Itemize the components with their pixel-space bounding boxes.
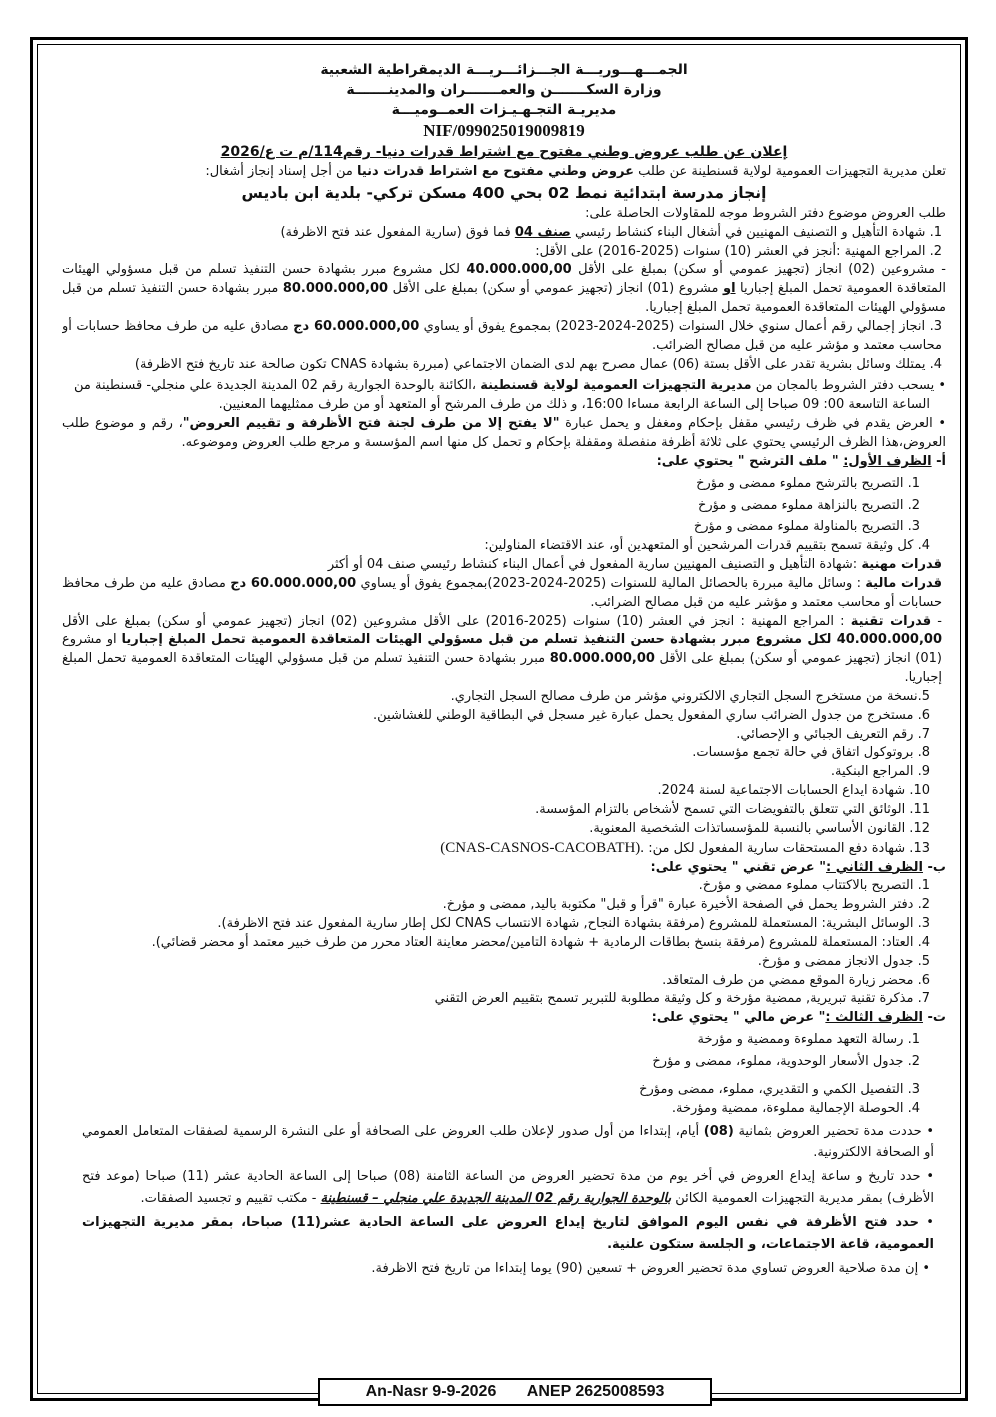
emphasis-text: (08) [703,1123,734,1139]
emphasis-text: 60.000.000,00 دج [293,318,420,334]
anep-reference: ANEP 2625008593 [526,1383,665,1400]
envelope2-item: 3. الوسائل البشرية: المستعملة للمشروع (مرفقة بشهادة النجاح, شهادة الانتساب CNAS لكل إطار سارية المفعول عند فتح الاظرفة). [217,916,930,932]
requirement-item [62,224,946,243]
envelope2-item: 1. التصريح بالاكتتاب مملوء ممضي و مؤرخ. [698,878,930,894]
envelope2-item: 7. مذكرة تقنية تبريرية, ممضية مؤرخة و كل وثيقة مطلوبة للتبرير تسمح بتقييم العرض التقني [434,991,930,1007]
republic-name: الجمـــهـــوريـــة الجـــزائـــريـــة الديمقراطية الشعبية [320,62,688,78]
envelope2-item: 6. محضر زيارة الموقع ممضي من طرف المتعاقد. [662,972,930,988]
envelope1-item: 7. رقم التعريف الجبائي و الإحصائي. [736,726,930,742]
directorate-name: مديريـة التجـهـيـزات العمــوميـــة [391,102,617,118]
envelope2-item: 2. دفتر الشروط يحمل في الصفحة الأخيرة عبارة "قرأ و قبل" مكتوبة باليد, ممضى و مؤرخ. [442,897,930,913]
text-run: : وسائل مالية مبررة بالحصائل المالية للسنوات (2025-2024-2023)بمجموع يفوق أو يساوي [356,575,866,591]
withdrawal-paragraph [62,377,946,396]
envelope3-item: 1. رسالة التعهد مملوءة وممضية و مؤرخة [697,1032,920,1048]
text-run: لكل مشروع مبرر بشهادة حسن التنفيذ تسلم من قبل مسؤولي الهيئات المتعاقدة العمومية تحمل المبلغ إجباريا [62,262,946,297]
emphasis-text: قدرات مهنية [861,557,942,573]
envelope1-item: 11. الوثائق التي تتعلق بالتفويضات التي تسمح لأشخاص بالتزام المؤسسة. [535,802,930,817]
envelope1-item: 4. كل وثيقة تسمح بتقييم قدرات المرشحين أو المتعهدين أو، عند الاقتضاء المناولين: [484,538,930,554]
text-run: فما فوق (سارية المفعول عند فتح الاظرفة) [280,224,515,240]
requirement-subitem [62,261,946,318]
emphasis-text: "لا يفتح إلا من طرف لجنة فتح الأظرفة و تقييم العروض" [182,416,560,432]
text-run: مشروع (01) انجاز (تجهيز عمومي أو سكن) بمبلغ على الأقل [388,281,723,297]
emphasis-text: بالوحدة الجوارية رقم 02 المدينة الجديدة علي منجلي – قسنطينة [320,1191,672,1207]
envelope1-item: 10. شهادة ايداع الحسابات الاجتماعية لسنة 2024. [657,783,930,799]
text-run: - مكتب تقييم و تجسيد الصفقات. [140,1191,321,1207]
text-run: • يسحب دفتر الشروط بالمجان من [751,378,946,394]
announcement-title: إعلان عن طلب عروض وطني مفتوح مع اشتراط قدرات دنيا- رقم114/م ت ع/2026 [220,144,788,160]
envelope1-item [62,839,946,859]
envelope1-item: 1. التصريح بالترشح مملوء ممضى و مؤرخ [696,475,920,491]
emphasis-text: 40.000.000,00 [466,262,572,278]
text-run: مبرر بشهادة حسن التنفيذ تسلم من قبل مسؤولي الهيئات المتعاقدة العمومية تحمل المبلغ إجباريا. [62,651,942,686]
envelope-note [62,415,946,453]
text-run: ،الكائنة بالوحدة الجوارية رقم 02 المدينة الجديدة علي منجلي- قسنطينة من [74,378,481,394]
withdrawal-hours: الساعة التاسعة 00: 09 صباحا إلى الساعة الرابعة مساءا 16:00، و ذلك من طرف المرشح أو المتعهد أو من طرف ممثليهما المعنيين. [218,397,930,413]
emphasis-text: 60.000.000,00 دج [230,575,357,591]
announcement-body [62,60,946,1372]
text-run: او مشروع (01) انجاز (تجهيز عمومي أو سكن) بمبلغ على الأقل [62,632,942,667]
project-title: إنجاز مدرسة ابتدائية نمط 02 بحي 400 مسكن تركي- بلدية ابن باديس [241,183,767,202]
envelope2-item: 4. العتاد: المستعملة للمشروع (مرفقة بنسخ بطاقات الرمادية + شهادة التامين/محضر معاينة العتاد محرر من طرف خبير معتمد أو محضر قضائي). [151,934,930,950]
envelope1-item: 6. مستخرج من جدول الضرائب ساري المفعول يحمل عبارة غير مسجل في البطاقية الوطني للغشاشين. [373,707,930,723]
requirement-item [62,356,946,375]
emphasis-text: قدرات مالية [865,575,942,591]
envelope2-heading [62,859,946,878]
intro-paragraph [62,163,946,182]
emphasis-text: صنف 04 [514,224,571,240]
emphasis-text: " عرض تقني " يحتوي على: [650,859,826,875]
text-run: 13. شهادة دفع المستحقات سارية المفعول لكل من: [644,840,930,856]
text-run: • [918,1214,934,1230]
emphasis-text: الظرف الثالث : [825,1010,923,1026]
ministry-name: وزارة السكـــــــن والعمـــــــران والمدينـــــــة [346,82,662,98]
emphasis-text: مديرية التجهيزات العمومية لولاية قسنطينة [480,378,752,394]
emphasis-text: الظرف الثاني : [826,859,923,875]
envelope1-item: 2. التصريح بالنزاهة مملوء ممضى و مؤرخ [697,497,920,513]
capacity-professional [62,556,946,575]
text-run: ، رقم و موضوع طلب العروض،هذا الظرف الرئيسي يحتوي على ثلاثة أظرفة منفصلة ومقفلة بإحكام و تحمل كل منها اسم المؤسسة و مرجع طلب العروض وموضوعه. [62,416,946,450]
note-preparation-period [82,1121,934,1165]
emphasis-text: " ملف الترشح " يحتوي على: [656,453,844,469]
emphasis-text: قدرات تقنية [850,613,932,629]
envelope3-item: 3. التفصيل الكمي و التقديري، مملوء، ممضى ومؤرخ [639,1081,920,1097]
text-run: • إن مدة صلاحية العروض تساوي مدة تحضير العروض + تسعين (90) يوما إبتداءا من تاريخ فتح الاظرفة. [371,1260,930,1276]
requirement-item [62,318,946,356]
text-run: تعلن مديرية التجهيزات العمومية لولاية قسنطينة عن طلب [633,164,946,179]
envelope3-heading [62,1009,946,1028]
text-run: - [931,613,943,629]
envelope1-item: 3. التصريح بالمناولة مملوء ممضى و مؤرخ [693,519,920,535]
envelope1-heading [62,453,946,472]
text-run: 2. المراجع المهنية :أنجز في العشر (10) سنوات (2025-2016) على الأقل: [535,243,942,259]
closing-notes [62,1121,946,1280]
emphasis-text: عروض وطني مفتوح مع اشتراط قدرات دنيا [356,164,634,179]
nif-number: NIF/099025019009819 [423,121,585,140]
text-run: 4. يمتلك وسائل بشرية تقدر على الأقل بستة (06) عمال مصرح بهم لدى الضمان الاجتماعي (مبررة بشهادة CNAS تكون صالحة عند تاريخ فتح الاظرفة) [134,356,942,372]
emphasis-text: 40.000.000,00 لكل مشروع مبرر بشهادة حسن التنفيذ تسلم من قبل مسؤولي الهيئات المتعاقدة العمومية تحمل المبلغ إجباريا [121,632,942,648]
text-run: • العرض يقدم في ظرف رئيسي مقفل بإحكام ومغفل و يحمل عبارة [559,416,946,432]
target-sentence: طلب العروض موضوع دفتر الشروط موجه للمقاولات الحاصلة على: [585,205,946,221]
emphasis-text: او [722,281,736,297]
text-run: • حددت مدة تحضير العروض بثمانية [733,1123,934,1139]
text-run: 3. انجاز إجمالي رقم أعمال سنوي خلال السنوات (2025-2024-2023) بمجموع يفوق أو يساوي [419,318,942,334]
emphasis-text: 80.000.000,00 [549,651,655,667]
emphasis-text: حدد فتح الأظرفة في نفس اليوم الموافق لتاريخ إيداع العروض على الساعة الحادية عشر(11) صباحا، بمقر مديرية التجهيزات العمومية، قاعة الاجتماعات، و الجلسة ستكون علنية. [82,1214,934,1252]
text-run: : المراجع المهنية : انجز في العشر (10) سنوات (2025-2016) على الأقل مشروعين (02) انجاز (تجهيز عمومي أو سكن) بمبلغ على الأقل [62,613,851,629]
envelope3-item: 2. جدول الأسعار الوحدوية، مملوء، ممضى و مؤرخ [652,1053,920,1069]
note-deposit-time [82,1166,934,1210]
envelope1-item: 9. المراجع البنكية. [830,764,930,780]
newspaper-reference: An-Nasr 9-9-2026 [365,1383,497,1400]
publication-footer [318,1378,712,1406]
text-run: مصادق عليه من طرف محافظ حسابات أو محاسب معتمد و مؤشر عليه من قبل مصالح الضرائب. [62,575,942,610]
text-run: مصادق عليه من طرف محافظ حسابات أو محاسب معتمد و مؤشر عليه من قبل مصالح الضرائب. [62,318,942,353]
emphasis-text: الظرف الأول: [843,453,932,469]
text-run: 1. شهادة التأهيل و التصنيف المهنيين في أشغال البناء كنشاط رئيسي [570,224,942,240]
capacity-financial [62,575,946,613]
text-run: أيام، إبتداءا من أول صدور لإعلان طلب العروض على الصحافة أو على النشرة الرسمية لصفقات المتعامل العمومي أو الصحافة الالكترونية. [82,1123,934,1161]
text-run: - مشروعين (02) انجاز (تجهيز عمومي أو سكن) بمبلغ على الأقل [571,262,946,278]
text-run: • حدد تاريخ و ساعة إيداع العروض في أخر يوم من مدة تحضير العروض من الساعة الثامنة (08) صباحا إلى الساعة الحادية عشر (11) صباحا (موعد فتح الأظرف) بمقر مديرية التجهيزات العمومية الكائن [82,1169,934,1207]
note-opening [82,1212,934,1256]
latin-text: (CNAS-CASNOS-CACOBATH). [440,839,645,856]
text-run: ب- [923,859,946,875]
text-run: ت- [923,1010,946,1026]
emphasis-text: " عرض مالي " يحتوي على: [651,1010,826,1026]
capacity-technical [62,613,946,688]
requirement-item [62,243,946,262]
envelope1-item: 8. بروتوكول اتفاق في حالة تجمع مؤسسات. [692,745,930,761]
envelope2-item: 5. جدول الانجاز ممضى و مؤرخ. [757,953,930,969]
envelope1-item: 5.نسخة من مستخرج السجل التجاري الالكتروني مؤشر من طرف مصالح السجل التجاري. [450,688,930,704]
envelope3-item: 4. الحوصلة الإجمالية مملوءة، ممضية ومؤرخة. [671,1100,920,1116]
envelope1-item: 12. القانون الأساسي بالنسبة للمؤسساتذات الشخصية المعنوية. [589,820,930,836]
emphasis-text: 80.000.000,00 [282,281,389,297]
text-run: أ- [931,453,946,469]
text-run: من أجل إسناد إنجاز أشغال: [205,164,357,179]
text-run: مبرر بشهادة حسن التنفيذ تسلم من قبل مسؤولي الهيئات المتعاقدة العمومية تحمل المبلغ إجباريا. [62,281,946,316]
text-run: :شهادة التأهيل و التصنيف المهنيين سارية المفعول في أعمال البناء كنشاط رئيسي صنف 04 أو أكثر [327,557,862,573]
note-validity [82,1258,934,1280]
